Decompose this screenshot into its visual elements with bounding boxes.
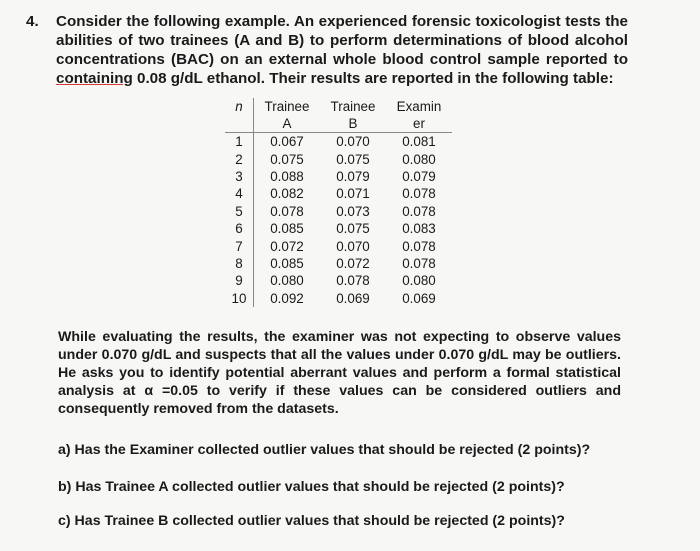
underlined-word: containing [56,70,133,87]
cell-n: 10 [225,290,254,307]
cell-n: 2 [225,150,254,167]
cell-trainee-b: 0.075 [336,221,370,237]
cell-examiner: 0.078 [402,186,436,202]
cell-trainee-b: 0.073 [336,203,370,219]
cell-trainee-a: 0.072 [270,238,304,254]
cell-trainee-a: 0.092 [270,290,304,306]
question-number: 4. [26,13,39,30]
cell-examiner: 0.081 [386,133,452,151]
cell-examiner: 0.079 [402,168,436,184]
cell-examiner: 0.078 [402,203,436,219]
cell-trainee-a: 0.078 [270,203,304,219]
cell-trainee-b: 0.079 [336,168,370,184]
table-row [225,185,452,202]
cell-trainee-a: 0.075 [270,151,304,167]
cell-trainee-b: 0.069 [336,290,370,306]
question-text-part1: Consider the following example. An experienced forensic toxicologist tests the abilities of two trainees (A and B) to perform determinations of blood alcohol concentrations (BAC) on an external whole blood control sample reported to [56,13,628,68]
cell-trainee-b: 0.075 [336,151,370,167]
paragraph-text: While evaluating the results, the examiner was not expecting to observe values under 0.070 g/dL and suspects that all the values under 0.070 g/dL may be outliers. He asks you to identify potential aberrant values and perform a formal statistical analysis at α =0.05 to verify if these values can be considered outliers and consequently removed from the datasets. [58,329,621,417]
subquestion-c: c) Has Trainee B collected outlier values that should be rejected (2 points)? [58,513,565,529]
cell-examiner: 0.083 [402,221,436,237]
table-row [225,168,452,185]
header-examiner: Examin er [396,99,442,131]
table-row [225,220,452,237]
cell-examiner: 0.078 [402,238,436,254]
cell-trainee-a: 0.088 [270,168,304,184]
cell-trainee-b: 0.078 [336,273,370,289]
cell-trainee-b: 0.070 [320,133,386,151]
table-row [225,255,452,272]
subquestion-a: a) Has the Examiner collected outlier values that should be rejected (2 points)? [58,442,591,458]
question-header [26,12,628,88]
cell-trainee-b: 0.071 [336,186,370,202]
header-trainee-b: Trainee B [330,99,376,131]
cell-examiner: 0.080 [402,273,436,289]
header-trainee-a: Trainee A [264,99,310,131]
cell-trainee-b: 0.072 [336,255,370,271]
cell-n: 3 [225,168,254,185]
question-text [56,12,628,88]
table-row [225,237,452,254]
subquestion-b: b) Has Trainee A collected outlier values that should be rejected (2 points)? [58,479,565,495]
cell-n: 7 [225,237,254,254]
cell-trainee-a: 0.082 [270,186,304,202]
cell-trainee-b: 0.070 [336,238,370,254]
cell-trainee-a: 0.067 [254,133,321,151]
cell-trainee-a: 0.085 [270,221,304,237]
cell-n: 1 [225,133,254,151]
header-n: n [225,98,254,133]
cell-n: 4 [225,185,254,202]
cell-trainee-a: 0.080 [270,273,304,289]
table-row [225,203,452,220]
cell-trainee-a: 0.085 [270,255,304,271]
table-row [225,150,452,167]
cell-n: 5 [225,203,254,220]
cell-n: 8 [225,255,254,272]
cell-examiner: 0.078 [402,255,436,271]
cell-examiner: 0.069 [402,290,436,306]
cell-n: 9 [225,272,254,289]
evaluation-paragraph [58,328,621,418]
table-row [225,290,452,307]
table-row [225,272,452,289]
table-row [225,133,452,151]
cell-n: 6 [225,220,254,237]
cell-examiner: 0.080 [402,151,436,167]
question-text-part2: 0.08 g/dL ethanol. Their results are reported in the following table: [132,70,614,87]
results-table [225,98,452,307]
